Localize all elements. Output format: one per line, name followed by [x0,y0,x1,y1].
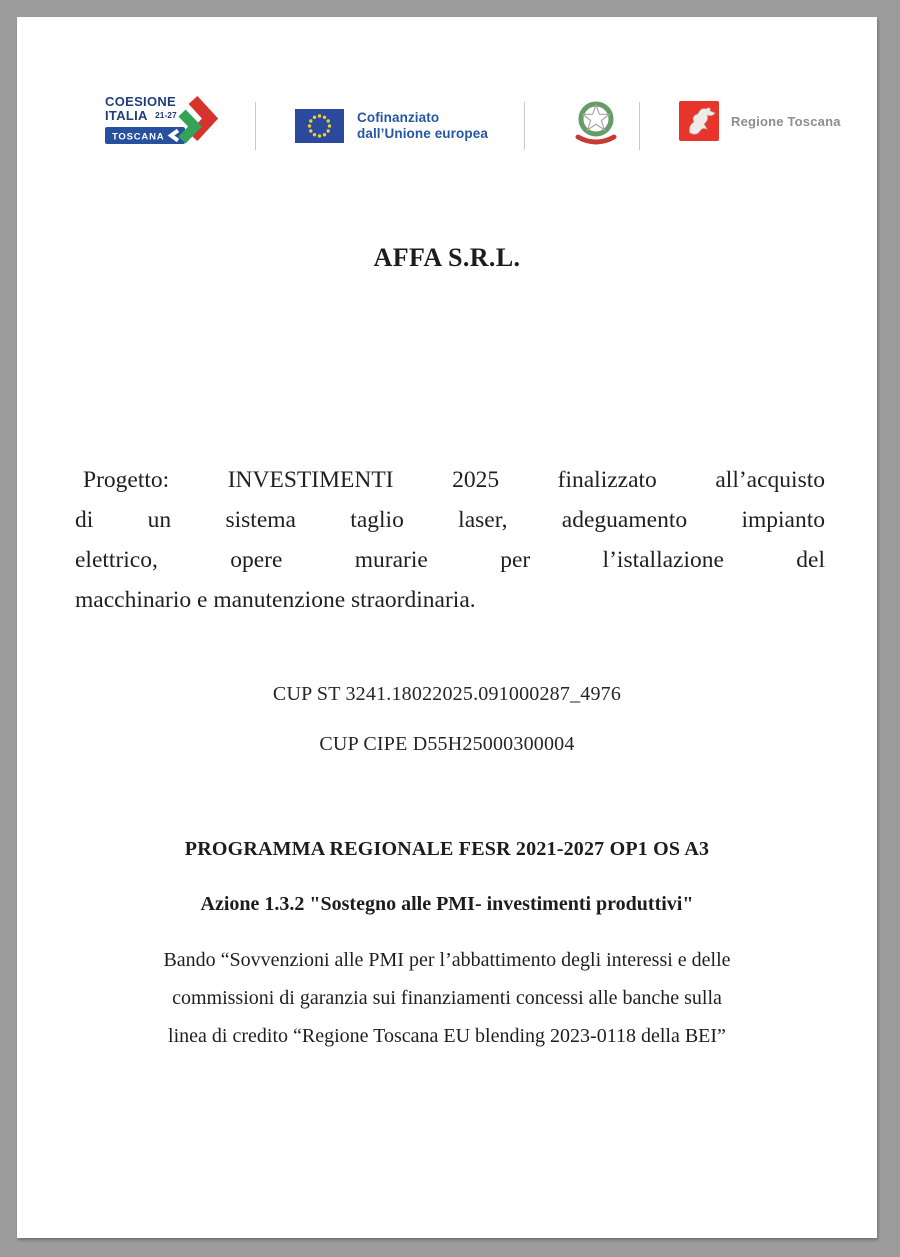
cup-cipe-line: CUP CIPE D55H25000300004 [319,733,575,755]
project-line: di un sistema taglio laser, adeguamento impianto [75,507,825,533]
logo-divider [255,102,256,150]
bando-paragraph [87,941,807,1055]
eu-flag-icon [295,109,344,143]
coesione-italia-logo [105,92,235,158]
italy-emblem-logo [573,95,619,158]
bando-line: linea di credito “Regione Toscana EU blending 2023-0118 della BEI” [168,1025,726,1047]
coesione-line1: COESIONE [105,94,177,109]
document-page [17,17,877,1238]
logo-divider [639,102,640,150]
logo-header-row [17,90,877,170]
eu-text-line2: dall’Unione europea [357,126,488,141]
coesione-years: 21-27 [155,110,177,120]
project-line: Progetto: INVESTIMENTI 2025 finalizzato all’acquisto [83,467,825,493]
project-paragraph [75,460,825,620]
company-title: AFFA S.R.L. [373,243,521,272]
eu-text-line1: Cofinanziato [357,110,440,125]
project-line: elettrico, opere murarie per l’istallazione del [75,547,825,573]
pegasus-icon [679,101,719,141]
logo-divider [524,102,525,150]
eu-cofunded-logo [295,102,488,150]
bando-line: commissioni di garanzia sui finanziamenti concessi alle banche sulla [172,987,722,1009]
eu-cofunded-text [357,110,488,142]
project-line: macchinario e manutenzione straordinaria. [75,587,476,613]
italy-emblem-icon [573,95,619,153]
regione-toscana-logo [679,101,841,141]
regione-toscana-label: Regione Toscana [731,113,841,129]
coesione-banner: TOSCANA [112,131,165,143]
action-line: Azione 1.3.2 "Sostegno alle PMI- investimenti produttivi" [200,893,694,915]
bando-line: Bando “Sovvenzioni alle PMI per l’abbattimento degli interessi e delle [163,949,731,971]
coesione-italia-icon [105,92,235,158]
program-title: PROGRAMMA REGIONALE FESR 2021-2027 OP1 OS A3 [184,838,710,860]
cup-st-line: CUP ST 3241.18022025.091000287_4976 [272,683,622,705]
coesione-line2: ITALIA [105,108,148,123]
